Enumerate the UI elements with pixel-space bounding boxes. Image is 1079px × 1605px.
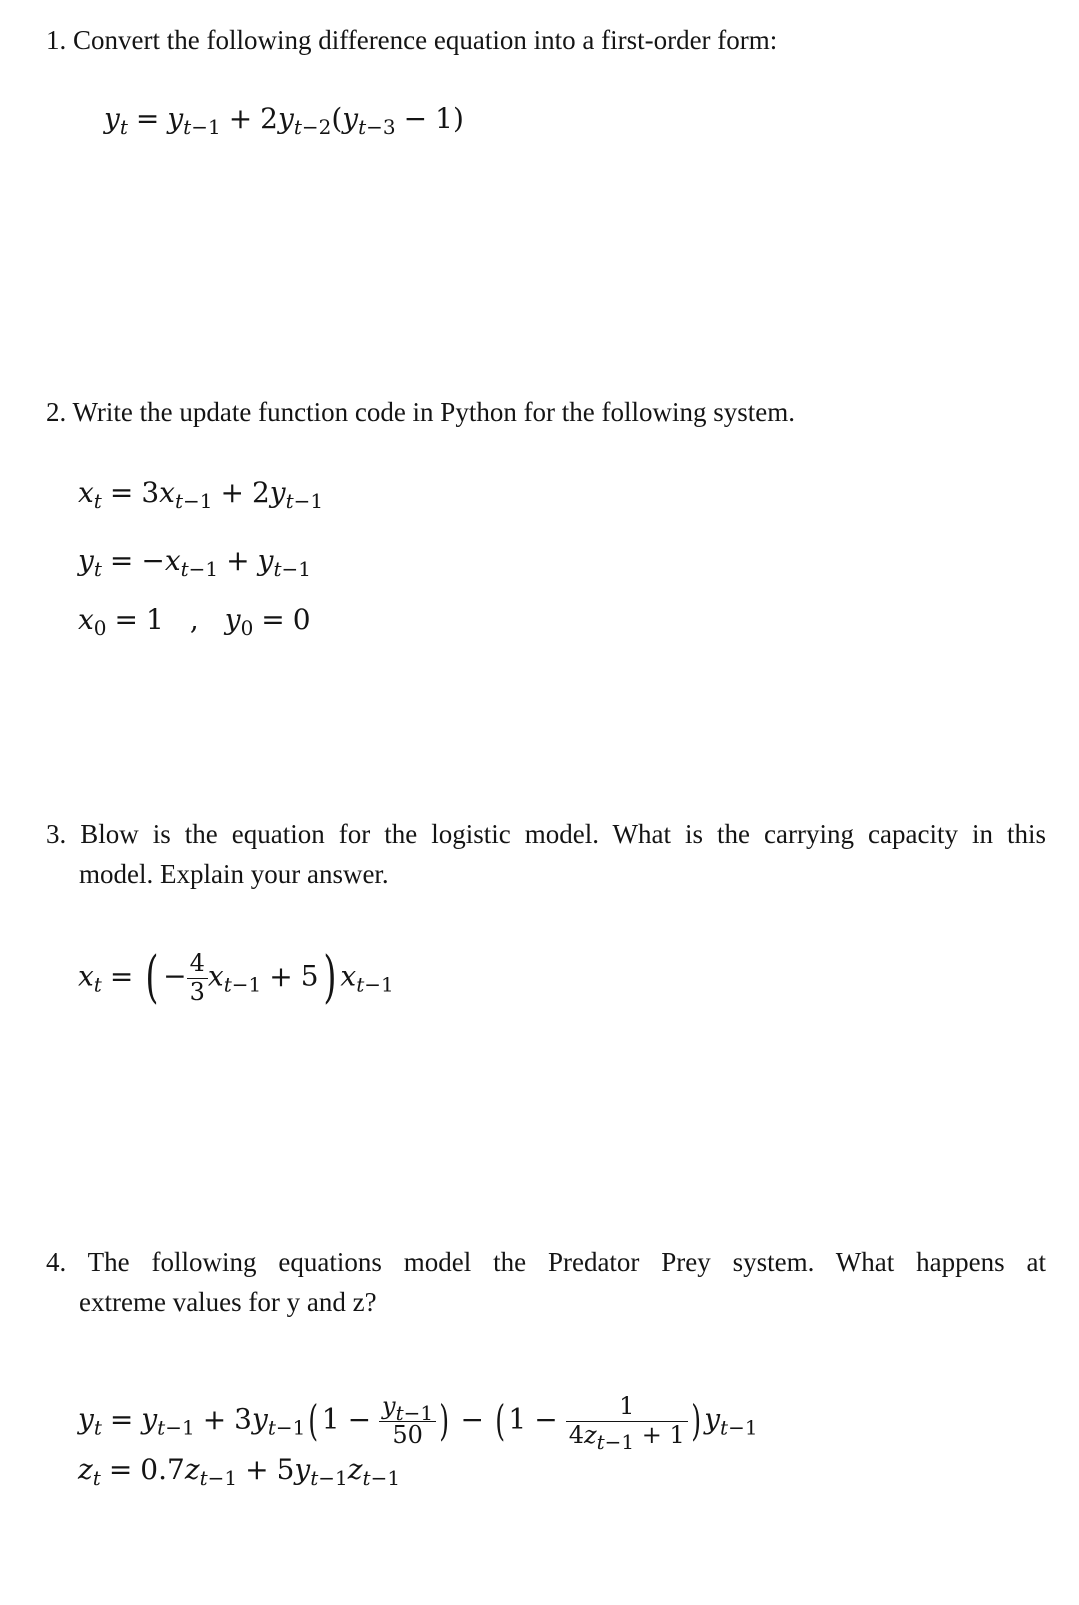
question-2-text: Write the update function code in Python for the following system. <box>72 397 796 427</box>
equation-2a: $x_t = 3x_{t-1} + 2y_{t-1}$ <box>78 476 324 513</box>
question-3 <box>46 814 1046 894</box>
question-2-number: 2. <box>46 397 67 427</box>
question-3-text-line2: model. Explain your answer. <box>79 859 389 889</box>
question-1-number: 1. <box>46 25 67 55</box>
question-2 <box>46 392 795 432</box>
question-4-number: 4. <box>46 1247 67 1277</box>
question-1 <box>46 20 777 60</box>
question-3-text-line1: Blow is the equation for the logistic model. What is the carrying capacity in this <box>80 819 1046 849</box>
equation-4a: $y_t = y_{t-1} + 3y_{t-1}$( 1 − $\frac{y_{t-1}}{50}$ ) − ( 1 − $\frac{1}{4z_{t-1} + 1}$ ) $y_{t-1}$ <box>78 1392 758 1454</box>
equation-2b: $y_t = -x_{t-1} + y_{t-1}$ <box>78 544 311 581</box>
question-4 <box>46 1242 1046 1322</box>
question-4-text-line2: extreme values for y and z? <box>79 1287 377 1317</box>
question-1-text: Convert the following difference equation into a first-order form: <box>73 25 778 55</box>
equation-2c: $x_0 = 1$ , $y_0 = 0$ <box>78 603 311 640</box>
question-3-number: 3. <box>46 819 67 849</box>
equation-1: $y_t = y_{t-1} + 2y_{t-2}(y_{t-3} - 1)$ <box>104 102 464 139</box>
equation-4b: $z_t = 0.7z_{t-1} + 5y_{t-1}z_{t-1}$ <box>78 1453 401 1490</box>
question-4-text-line1: The following equations model the Predator Prey system. What happens at <box>87 1247 1046 1277</box>
equation-3: $x_t$ = ( − $\frac{4}{3}$ $x_{t-1} + 5$) $x_{t-1}$ <box>78 945 394 1011</box>
